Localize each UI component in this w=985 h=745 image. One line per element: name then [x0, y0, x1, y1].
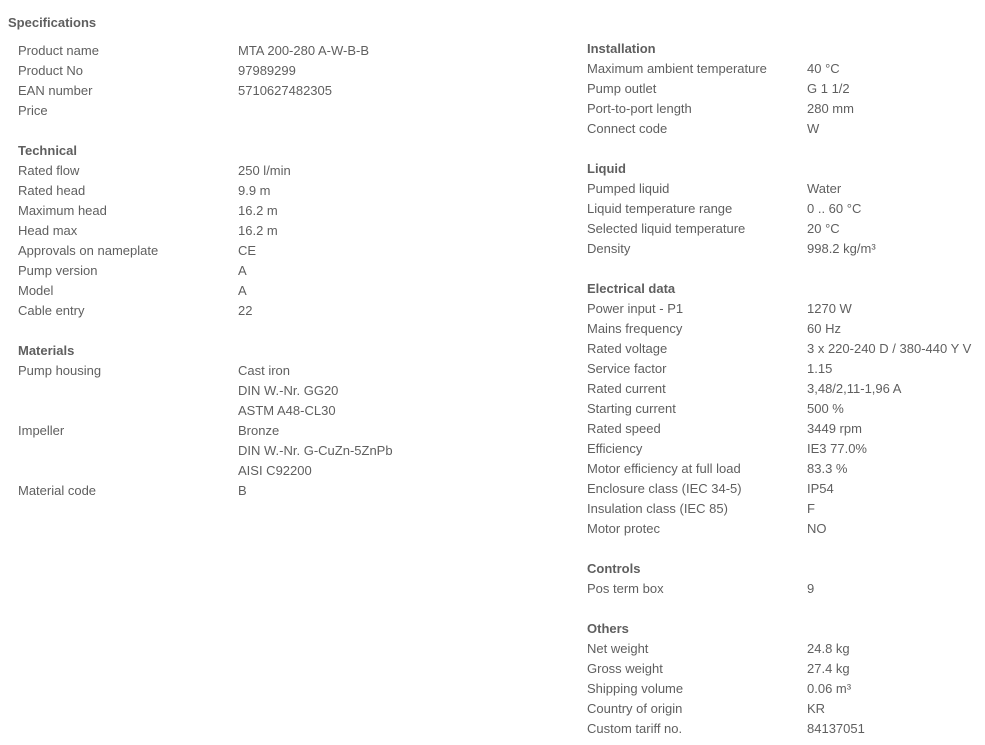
spec-value: 250 l/min [238, 163, 291, 178]
spec-label: Insulation class (IEC 85) [587, 501, 728, 516]
spec-value: 83.3 % [807, 461, 848, 476]
spec-label: Rated flow [18, 163, 80, 178]
spec-value: KR [807, 701, 826, 716]
spec-value: DIN W.-Nr. G-CuZn-5ZnPb [238, 443, 393, 458]
page-title: Specifications [8, 15, 97, 30]
spec-value: MTA 200-280 A-W-B-B [238, 43, 370, 58]
spec-value: 3,48/2,11-1,96 A [807, 381, 902, 396]
spec-label: Maximum head [18, 203, 107, 218]
spec-row [18, 421, 538, 441]
spec-value: 24.8 kg [807, 641, 850, 656]
spec-value: 60 Hz [807, 321, 841, 336]
spec-label: Connect code [587, 121, 668, 136]
spec-row [18, 181, 538, 201]
spec-label: Rated current [587, 381, 666, 396]
spec-row [587, 579, 982, 599]
spec-value: CE [238, 243, 257, 258]
spec-label: Motor efficiency at full load [587, 461, 741, 476]
spec-row [587, 219, 982, 239]
spec-row [587, 639, 982, 659]
spec-row [587, 359, 982, 379]
spec-label: Pos term box [587, 581, 664, 596]
spec-row [18, 81, 538, 101]
spec-label: Mains frequency [587, 321, 683, 336]
spec-label: Rated voltage [587, 341, 668, 356]
spec-label: Rated speed [587, 421, 661, 436]
spec-row [18, 381, 538, 401]
spec-value: 280 mm [807, 101, 854, 116]
spec-row [587, 339, 982, 359]
spec-row [587, 299, 982, 319]
spec-row [18, 41, 538, 61]
spec-label: Cable entry [18, 303, 85, 318]
spec-row [18, 481, 538, 501]
spec-value: 27.4 kg [807, 661, 850, 676]
spec-value: 0.06 m³ [807, 681, 852, 696]
spec-row [18, 361, 538, 381]
spec-row [587, 379, 982, 399]
spec-label: Port-to-port length [587, 101, 692, 116]
spec-label: Shipping volume [587, 681, 684, 696]
spec-label: Country of origin [587, 701, 683, 716]
spec-label: Approvals on nameplate [18, 243, 159, 258]
spec-row [18, 461, 538, 481]
spec-row [587, 459, 982, 479]
spec-row [18, 301, 538, 321]
spec-label: Impeller [18, 423, 65, 438]
spec-label: Pumped liquid [587, 181, 670, 196]
spec-row [587, 659, 982, 679]
spec-label: Pump housing [18, 363, 102, 378]
spec-row [18, 261, 538, 281]
spec-value: IE3 77.0% [807, 441, 867, 456]
spec-row [587, 699, 982, 719]
spec-value: Cast iron [238, 363, 291, 378]
spec-row [587, 59, 982, 79]
spec-label: Service factor [587, 361, 667, 376]
section-title-technical: Technical [18, 143, 78, 158]
spec-value: 0 .. 60 °C [807, 201, 862, 216]
spec-value: 3 x 220-240 D / 380-440 Y V [807, 341, 972, 356]
section-title-others: Others [587, 621, 629, 636]
spec-label: Power input - P1 [587, 301, 684, 316]
spec-value: 16.2 m [238, 203, 278, 218]
spec-label: Product No [18, 63, 84, 78]
spec-row [587, 199, 982, 219]
spec-value: B [238, 483, 247, 498]
spec-label: Enclosure class (IEC 34-5) [587, 481, 742, 496]
spec-row [18, 281, 538, 301]
spec-row [587, 99, 982, 119]
spec-row [587, 319, 982, 339]
spec-value: 20 °C [807, 221, 840, 236]
spec-label: Rated head [18, 183, 86, 198]
spec-value: 16.2 m [238, 223, 278, 238]
spec-label: Motor protec [587, 521, 660, 536]
spec-value: F [807, 501, 815, 516]
spec-value: 1270 W [807, 301, 852, 316]
section-title-installation: Installation [587, 41, 656, 56]
spec-value: IP54 [807, 481, 834, 496]
spec-row [18, 61, 538, 81]
spec-value: 22 [238, 303, 253, 318]
spec-row [587, 79, 982, 99]
spec-row [587, 119, 982, 139]
spec-label: Efficiency [587, 441, 643, 456]
spec-value: 40 °C [807, 61, 840, 76]
spec-value: 84137051 [807, 721, 865, 736]
spec-label: Gross weight [587, 661, 663, 676]
spec-row [587, 239, 982, 259]
section-title-liquid: Liquid [587, 161, 626, 176]
spec-value: A [238, 263, 247, 278]
spec-row [587, 439, 982, 459]
spec-label: Model [18, 283, 54, 298]
spec-value: 500 % [807, 401, 844, 416]
spec-row [587, 519, 982, 539]
spec-label: Product name [18, 43, 99, 58]
spec-label: Custom tariff no. [587, 721, 683, 736]
spec-value: DIN W.-Nr. GG20 [238, 383, 339, 398]
spec-row [587, 419, 982, 439]
spec-label: Material code [18, 483, 97, 498]
spec-value: NO [807, 521, 827, 536]
spec-row [18, 401, 538, 421]
spec-label: Starting current [587, 401, 676, 416]
spec-row [587, 479, 982, 499]
spec-label: Density [587, 241, 631, 256]
spec-value: 998.2 kg/m³ [807, 241, 876, 256]
spec-value: 9 [807, 581, 815, 596]
spec-value: 9.9 m [238, 183, 271, 198]
spec-label: Price [18, 103, 48, 118]
spec-label: Pump version [18, 263, 98, 278]
spec-row [587, 719, 982, 739]
spec-row [18, 101, 538, 121]
spec-value: A [238, 283, 247, 298]
spec-row [18, 161, 538, 181]
spec-value: ASTM A48-CL30 [238, 403, 336, 418]
section-title-electrical: Electrical data [587, 281, 676, 296]
spec-row [587, 499, 982, 519]
section-title-materials: Materials [18, 343, 75, 358]
spec-value: 5710627482305 [238, 83, 332, 98]
spec-row [18, 241, 538, 261]
spec-value: 1.15 [807, 361, 833, 376]
spec-row [18, 221, 538, 241]
spec-label: Pump outlet [587, 81, 657, 96]
spec-label: Liquid temperature range [587, 201, 733, 216]
spec-row [18, 441, 538, 461]
spec-value: W [807, 121, 820, 136]
spec-label: Head max [18, 223, 78, 238]
spec-value: Bronze [238, 423, 280, 438]
spec-row [587, 679, 982, 699]
spec-label: Selected liquid temperature [587, 221, 746, 236]
spec-label: Maximum ambient temperature [587, 61, 767, 76]
spec-value: G 1 1/2 [807, 81, 850, 96]
spec-value: Water [807, 181, 842, 196]
spec-value: 97989299 [238, 63, 296, 78]
spec-label: Net weight [587, 641, 649, 656]
spec-label: EAN number [18, 83, 93, 98]
spec-row [587, 179, 982, 199]
spec-value: AISI C92200 [238, 463, 312, 478]
section-title-controls: Controls [587, 561, 641, 576]
spec-row [18, 201, 538, 221]
spec-row [587, 399, 982, 419]
spec-value: 3449 rpm [807, 421, 862, 436]
